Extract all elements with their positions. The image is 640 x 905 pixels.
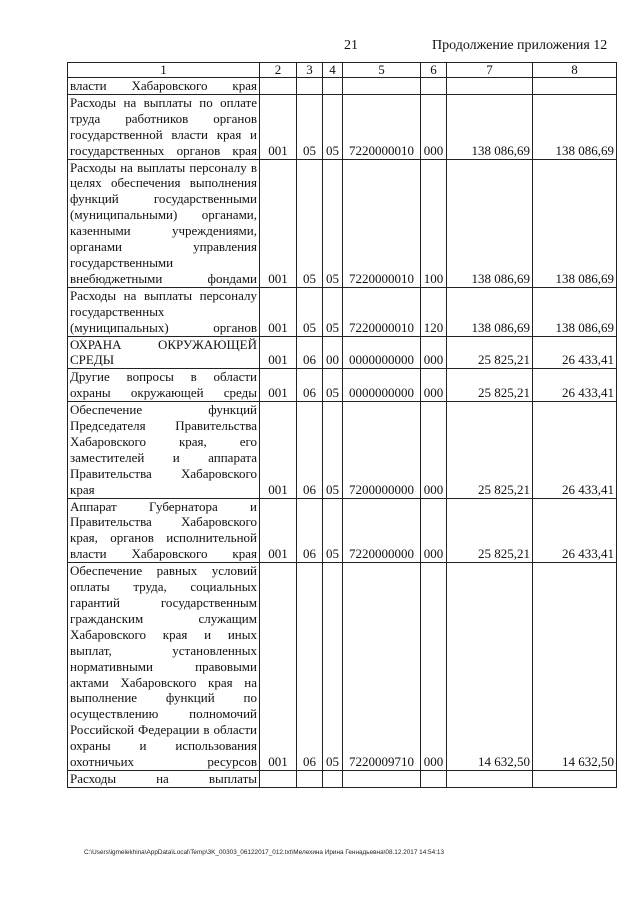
row-amount-2019: 26 433,41 [533, 402, 617, 498]
table-row [68, 563, 617, 771]
row-name: Обеспечение функций Председателя Правительства Хабаровского края, его заместителей и аппарата Правительства Хабаровского края [68, 402, 260, 498]
row-admin-code: 001 [260, 563, 297, 771]
row-subsection: 05 [323, 498, 343, 563]
row-admin-code: 001 [260, 402, 297, 498]
table-row [68, 336, 617, 369]
footer-path: C:\Users\igmelekhina\AppData\Local\Temp\3K_00303_06122017_012.txt\Мелехина Ирина Геннадьевна\08.12.2017 14:54:13 [84, 849, 445, 856]
row-name: Расходы на выплаты персоналу государственных (муниципальных) органов [68, 287, 260, 336]
row-admin-code: 001 [260, 369, 297, 402]
row-expense-type: 000 [421, 94, 447, 159]
row-amount-2018: 25 825,21 [447, 369, 533, 402]
row-name: Расходы на выплаты по оплате труда работников органов государственной власти края и государственных органов края [68, 94, 260, 159]
row-expense-type: 100 [421, 159, 447, 287]
row-target-article: 7220009710 [343, 563, 421, 771]
table-row [68, 402, 617, 498]
row-expense-type: 120 [421, 287, 447, 336]
row-expense-type: 000 [421, 563, 447, 771]
row-target-article: 7200000000 [343, 402, 421, 498]
table-row [68, 94, 617, 159]
row-name: Другие вопросы в области охраны окружающей среды [68, 369, 260, 402]
row-amount-2018: 138 086,69 [447, 94, 533, 159]
row-amount-2019: 138 086,69 [533, 94, 617, 159]
row-subsection: 05 [323, 402, 343, 498]
budget-table [67, 62, 617, 788]
row-name: Расходы на выплаты персоналу в целях обеспечения выполнения функций государственными (муниципальными) органами, казенными учреждениями, органами управления государственными внебюджетными фондами [68, 159, 260, 287]
row-expense-type: 000 [421, 336, 447, 369]
row-target-article [343, 770, 421, 787]
row-section: 06 [297, 563, 323, 771]
row-section: 05 [297, 287, 323, 336]
row-amount-2018: 138 086,69 [447, 287, 533, 336]
table-row [68, 498, 617, 563]
row-subsection [323, 770, 343, 787]
row-section: 06 [297, 402, 323, 498]
row-expense-type: 000 [421, 498, 447, 563]
row-subsection: 05 [323, 159, 343, 287]
row-section [297, 78, 323, 95]
continuation-title: Продолжение приложения 12 [432, 38, 608, 53]
row-target-article: 7220000000 [343, 498, 421, 563]
row-amount-2018: 138 086,69 [447, 159, 533, 287]
row-section: 06 [297, 369, 323, 402]
row-amount-2019: 26 433,41 [533, 498, 617, 563]
row-amount-2019 [533, 78, 617, 95]
row-admin-code: 001 [260, 94, 297, 159]
row-name: власти Хабаровского края [68, 78, 260, 95]
row-subsection: 05 [323, 94, 343, 159]
row-expense-type [421, 770, 447, 787]
row-name: ОХРАНА ОКРУЖАЮЩЕЙ СРЕДЫ [68, 336, 260, 369]
row-section: 05 [297, 94, 323, 159]
row-amount-2018 [447, 770, 533, 787]
row-target-article: 7220000010 [343, 287, 421, 336]
table-row [68, 78, 617, 95]
row-amount-2019: 26 433,41 [533, 336, 617, 369]
row-amount-2019: 138 086,69 [533, 287, 617, 336]
table-row [68, 369, 617, 402]
row-amount-2019: 26 433,41 [533, 369, 617, 402]
col-header-5: 5 [343, 63, 421, 78]
row-subsection [323, 78, 343, 95]
row-target-article: 0000000000 [343, 369, 421, 402]
row-amount-2019 [533, 770, 617, 787]
row-expense-type: 000 [421, 369, 447, 402]
row-section: 05 [297, 159, 323, 287]
row-amount-2018: 25 825,21 [447, 336, 533, 369]
row-target-article: 0000000000 [343, 336, 421, 369]
row-admin-code: 001 [260, 159, 297, 287]
row-name: Расходы на выплаты [68, 770, 260, 787]
row-name: Аппарат Губернатора и Правительства Хабаровского края, органов исполнительной власти Хабаровского края [68, 498, 260, 563]
table-row [68, 159, 617, 287]
row-subsection: 05 [323, 369, 343, 402]
row-target-article: 7220000010 [343, 159, 421, 287]
table-row [68, 287, 617, 336]
page-number: 21 [344, 38, 358, 53]
row-section: 06 [297, 336, 323, 369]
table-body [68, 78, 617, 788]
row-subsection: 00 [323, 336, 343, 369]
row-admin-code: 001 [260, 498, 297, 563]
row-target-article: 7220000010 [343, 94, 421, 159]
col-header-7: 7 [447, 63, 533, 78]
row-expense-type: 000 [421, 402, 447, 498]
row-amount-2018: 25 825,21 [447, 498, 533, 563]
col-header-6: 6 [421, 63, 447, 78]
row-admin-code: 001 [260, 336, 297, 369]
col-header-2: 2 [260, 63, 297, 78]
col-header-3: 3 [297, 63, 323, 78]
header-row [68, 63, 617, 78]
row-amount-2018 [447, 78, 533, 95]
row-subsection: 05 [323, 287, 343, 336]
row-amount-2018: 25 825,21 [447, 402, 533, 498]
row-admin-code: 001 [260, 287, 297, 336]
row-subsection: 05 [323, 563, 343, 771]
col-header-4: 4 [323, 63, 343, 78]
col-header-1: 1 [68, 63, 260, 78]
col-header-8: 8 [533, 63, 617, 78]
table-row [68, 770, 617, 787]
row-amount-2019: 138 086,69 [533, 159, 617, 287]
row-section: 06 [297, 498, 323, 563]
row-amount-2019: 14 632,50 [533, 563, 617, 771]
row-expense-type [421, 78, 447, 95]
row-amount-2018: 14 632,50 [447, 563, 533, 771]
row-section [297, 770, 323, 787]
row-admin-code [260, 770, 297, 787]
row-target-article [343, 78, 421, 95]
row-admin-code [260, 78, 297, 95]
row-name: Обеспечение равных условий оплаты труда, социальных гарантий государственным гражданским служащим Хабаровского края и иных выплат, установленных нормативными правовыми актами Хабаровского края на выполнение функций по осуществлению полномочий Российской Федерации в области охраны и использования охотничьих ресурсов [68, 563, 260, 771]
